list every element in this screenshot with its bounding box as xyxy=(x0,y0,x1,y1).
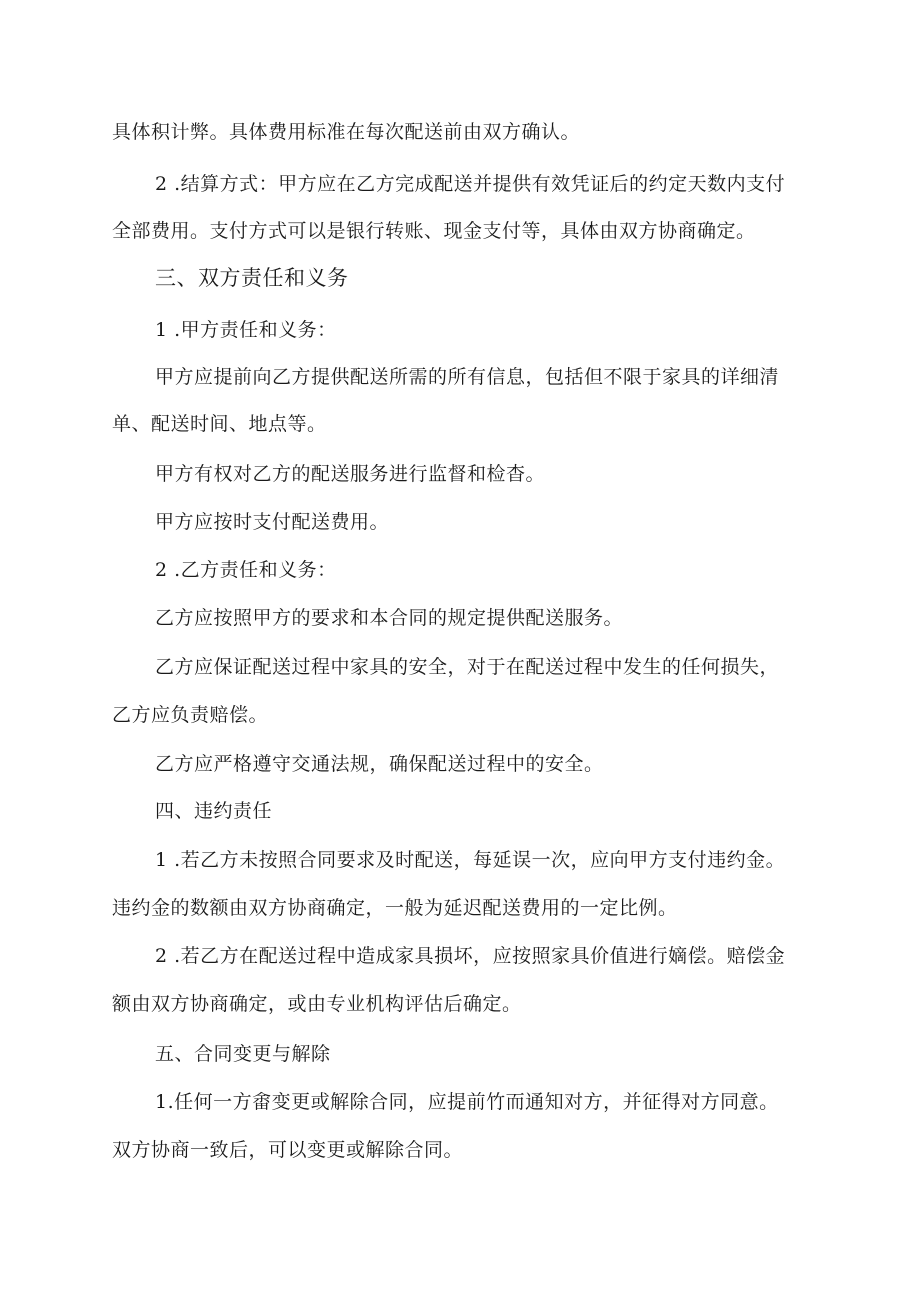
text-line-12: 乙方应保证配送过程中家具的安全，对于在配送过程中发生的任何损失， xyxy=(155,656,780,678)
text-line-22: 双方协商一致后，可以变更或解除合同。 xyxy=(112,1139,464,1161)
text-line-17: 违约金的数额由双方协商确定，一般为延迟配送费用的一定比例。 xyxy=(112,897,678,919)
text-line-1: 具体积计弊。具体费用标准在每次配送前由双方确认。 xyxy=(112,121,581,143)
text-line-2: 2 .结算方式：甲方应在乙方完成配送并提供有效凭证后的约定天数内支付 xyxy=(155,173,786,195)
text-line-5: 1 .甲方责任和义务： xyxy=(155,319,337,341)
text-line-11: 乙方应按照甲方的要求和本合同的规定提供配送服务。 xyxy=(155,607,624,629)
text-line-3: 全部费用。支付方式可以是银行转账、现金支付等，具体由双方协商确定。 xyxy=(112,220,756,242)
text-line-21: 1.任何一方畬变更或解除合同，应提前竹而通知对方，并征得对方同意。 xyxy=(155,1091,779,1113)
text-line-16: 1 .若乙方未按照合同要求及时配送，每延误一次，应向甲方支付违约金。 xyxy=(155,849,786,871)
text-line-18: 2 .若乙方在配送过程中造成家具损坏，应按照家具价值进行嫡偿。赔偿金 xyxy=(155,945,786,967)
text-line-13: 乙方应负责赔偿。 xyxy=(112,704,269,726)
text-line-9: 甲方应按时支付配送费用。 xyxy=(155,511,390,533)
text-line-7: 单、配送时间、地点等。 xyxy=(112,413,327,435)
text-line-19: 额由双方协商确定，或由专业机构评估后确定。 xyxy=(112,993,522,1015)
text-line-10: 2 .乙方责任和义务： xyxy=(155,559,337,581)
text-line-8: 甲方有权对乙方的配送服务进行监督和检杳。 xyxy=(155,463,546,485)
text-line-14: 乙方应严格遵守交通法规，确保配送过程中的安全。 xyxy=(155,753,604,775)
section-heading-5: 五、合同变更与解除 xyxy=(155,1043,331,1065)
section-heading-3: 三、双方责任和义务 xyxy=(155,266,349,290)
section-heading-4: 四、违约责任 xyxy=(155,800,273,822)
text-line-6: 甲方应提前向乙方提供配送所需的所有信息，包括但不限于家具的详细清 xyxy=(155,366,780,388)
